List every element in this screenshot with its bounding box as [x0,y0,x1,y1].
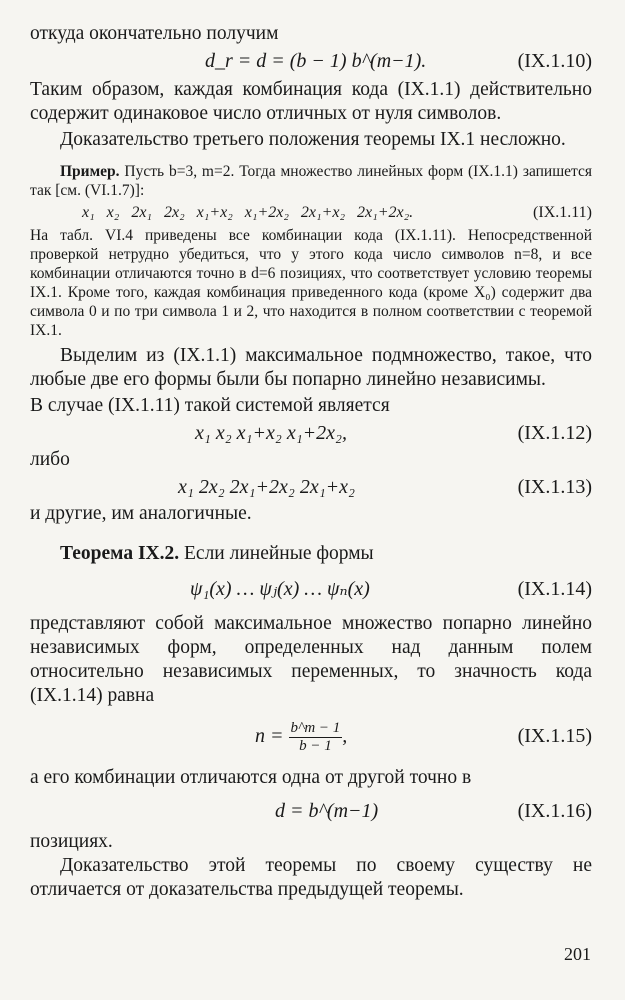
example-paragraph [30,162,592,200]
equation-lhs: n = [255,725,284,747]
equation-ix-1-16 [30,796,592,826]
equation-number: (IX.1.11) [533,204,592,221]
theorem-heading: Теорема IX.2. [60,543,180,564]
equation-ix-1-14 [30,574,592,604]
page-number: 201 [564,944,591,964]
fraction [289,720,343,755]
text-line: либо [30,449,70,470]
paragraph: представляют собой максимальное множество попарно линейно независимых форм, определенных над данным полем относительно независимых переменных, то значность кода (IX.1.14) равна [30,613,592,706]
equation-formula: x₁ x₂ x₁+x₂ x₁+2x₂, [195,422,347,444]
equation-formula [255,714,347,758]
theorem-paragraph [30,542,592,566]
equation-ix-1-15 [30,714,592,758]
equation-formula: ψ₁(x) … ψⱼ(x) … ψₙ(x) [190,578,370,600]
equation-ix-1-13 [30,472,592,502]
paragraph: В случае (IX.1.11) такой системой является [30,395,390,416]
equation-ix-1-12 [30,418,592,448]
example-heading: Пример. [60,163,120,180]
paragraph: Выделим из (IX.1.1) максимальное подмножество, такое, что любые две его формы были бы попарно линейно независимы. [30,345,592,390]
equation-tail: , [342,725,348,747]
equation-number: (IX.1.15) [517,725,592,747]
equation-number: (IX.1.14) [517,578,592,600]
text-line: и другие, им аналогичные. [30,503,252,524]
example-text: Пусть b=3, m=2. Тогда множество линейных форм (IX.1.1) запишется так [см. (VI.1.7)]: [30,163,592,199]
equation-formula: d = b^(m−1) [275,800,379,822]
equation-formula: x₁ x₂ 2x₁ 2x₂ x₁+x₂ x₁+2x₂ 2x₁+x₂ 2x₁+2x₂. [82,204,414,221]
text-line: позициях. [30,831,113,852]
paragraph: Таким образом, каждая комбинация кода (IX.1.1) действительно содержит одинаковое число отличных от нуля символов. [30,79,592,124]
equation-formula: x₁ 2x₂ 2x₁+2x₂ 2x₁+x₂ [178,476,355,498]
equation-number: (IX.1.12) [517,422,592,444]
equation-number: (IX.1.10) [517,50,592,72]
fraction-numerator: b^m − 1 [290,719,341,736]
fraction-denominator: b − 1 [299,737,332,754]
theorem-text: Если линейные формы [184,543,374,564]
equation-ix-1-10 [30,46,592,76]
paragraph: Доказательство третьего положения теоремы IX.1 несложно. [60,129,566,150]
equation-formula: d_r = d = (b − 1) b^(m−1). [205,50,427,72]
paragraph: а его комбинации отличаются одна от другой точно в [30,767,472,788]
intro-line: откуда окончательно получим [30,23,279,44]
equation-number: (IX.1.13) [517,476,592,498]
small-paragraph: На табл. VI.4 приведены все комбинации кода (IX.1.11). Непосредственной проверкой нетрудно убедиться, что у этого кода число символов n=8, и все комбинации отличаются точно в d=6 позициях, что соответствует условию теоремы IX.1. Кроме того, каждая комбинация приведенного кода (кроме X₀) содержит два символа 0 и по три символа 1 и 2, что находится в полном соответствии с теоремой IX.1. [30,227,592,339]
equation-ix-1-11 [30,200,592,226]
page-content [30,22,592,902]
equation-number: (IX.1.16) [517,800,592,822]
paragraph: Доказательство этой теоремы по своему существу не отличается от доказательства предыдущей теоремы. [30,855,592,900]
